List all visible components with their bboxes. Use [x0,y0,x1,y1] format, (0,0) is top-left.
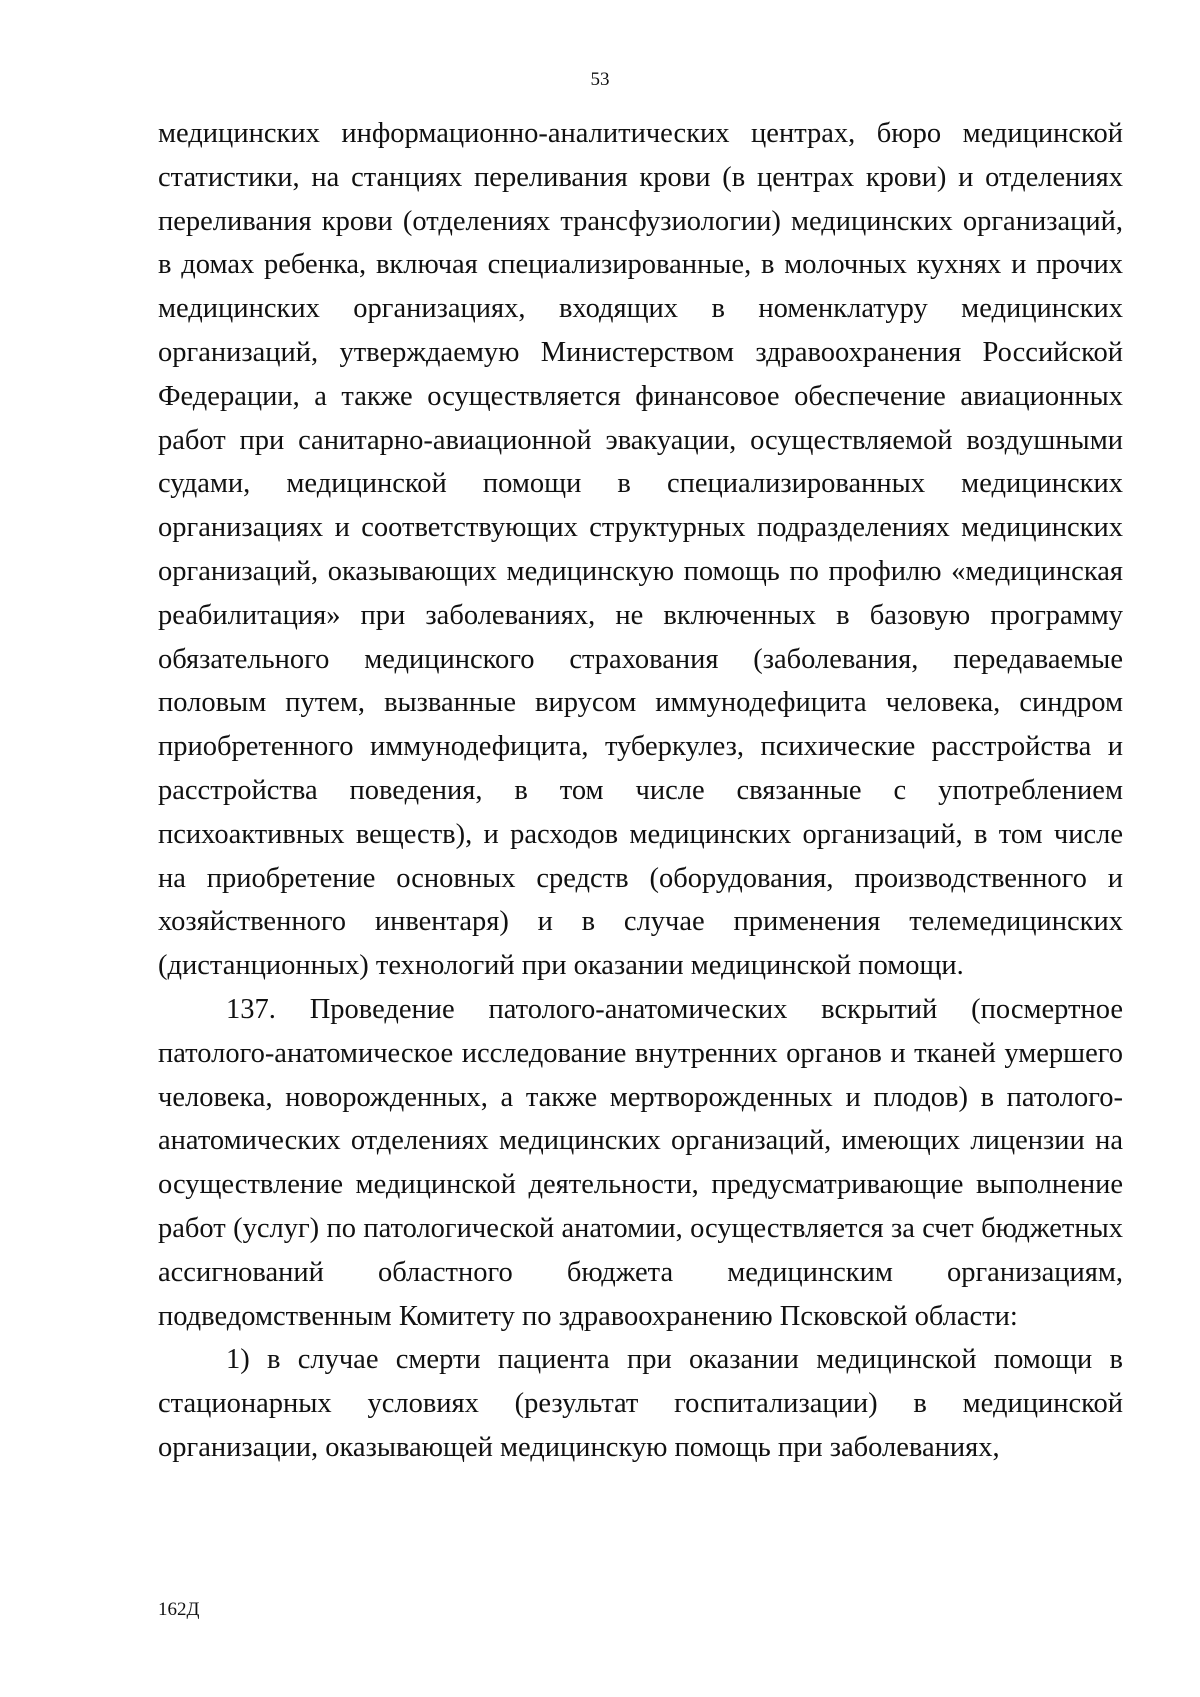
document-body [158,112,1123,1470]
paragraph-continuation: медицинских информационно-аналитических центрах, бюро медицинской статистики, на станциях переливания крови (в центрах крови) и отделениях переливания крови (отделениях трансфузиологии) медицинских организаций, в домах ребенка, включая специализированные, в молочных кухнях и прочих медицинских организациях, входящих в номенклатуру медицинских организаций, утверждаемую Министерством здравоохранения Российской Федерации, а также осуществляется финансовое обеспечение авиационных работ при санитарно-авиационной эвакуации, осуществляемой воздушными судами, медицинской помощи в специализированных медицинских организациях и соответствующих структурных подразделениях медицинских организаций, оказывающих медицинскую помощь по профилю «медицинская реабилитация» при заболеваниях, не включенных в базовую программу обязательного медицинского страхования (заболевания, передаваемые половым путем, вызванные вирусом иммунодефицита человека, синдром приобретенного иммунодефицита, туберкулез, психические расстройства и расстройства поведения, в том числе связанные с употреблением психоактивных веществ), и расходов медицинских организаций, в том числе на приобретение основных средств (оборудования, производственного и хозяйственного инвентаря) и в случае применения телемедицинских (дистанционных) технологий при оказании медицинской помощи. [158,118,1123,982]
paragraph-item-137: 137. Проведение патолого-анатомических вскрытий (посмертное патолого-анатомическое исследование внутренних органов и тканей умершего человека, новорожденных, а также мертворожденных и плодов) в патолого-анатомических отделениях медицинских организаций, имеющих лицензии на осуществление медицинской деятельности, предусматривающие выполнение работ (услуг) по патологической анатомии, осуществляется за счет бюджетных ассигнований областного бюджета медицинским организациям, подведомственным Комитету по здравоохранению Псковской области: [158,993,1123,1332]
page-number: 53 [590,69,610,90]
document-code: 162Д [158,1599,200,1620]
paragraph-subitem-1: 1) в случае смерти пациента при оказании медицинской помощи в стационарных условиях (результат госпитализации) в медицинской организации, оказывающей медицинскую помощь при заболеваниях, [158,1344,1123,1463]
